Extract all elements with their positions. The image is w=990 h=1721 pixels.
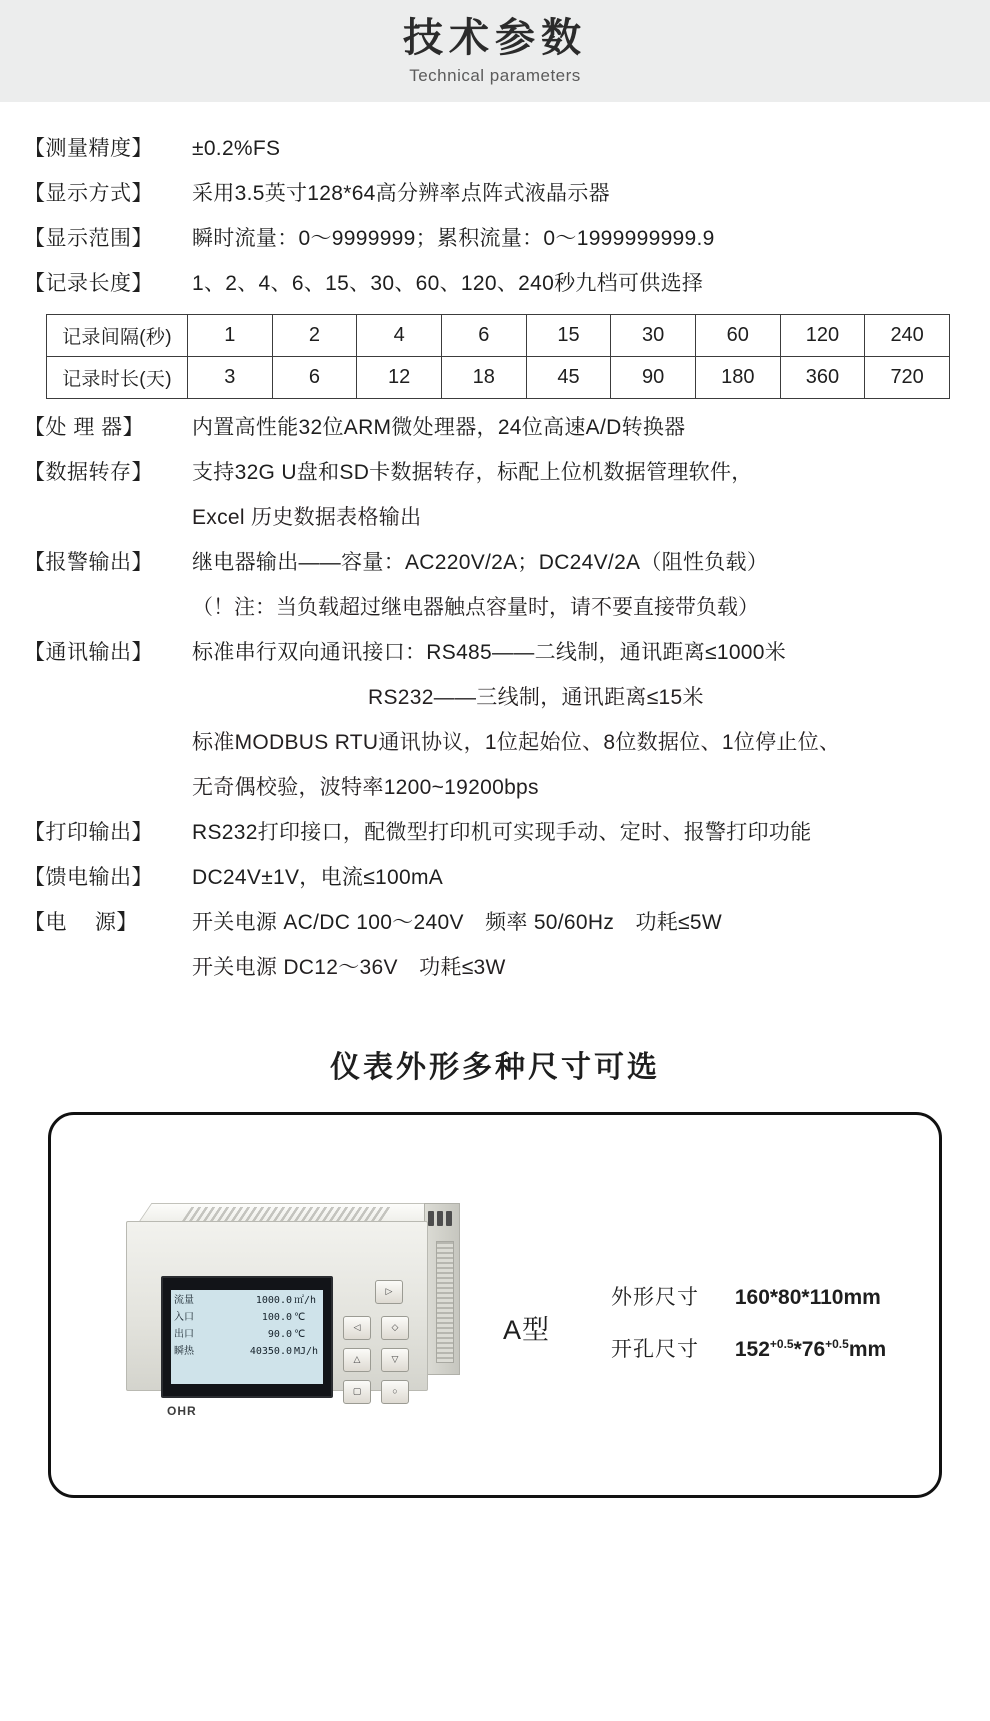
record-interval-cell: 2 [272,315,357,357]
spec-value-cont: Excel 历史数据表格输出 [192,506,422,529]
device-front-panel [126,1221,428,1418]
dimension-outer [611,1275,886,1321]
lcd-value: 1000.0 [255,1295,292,1306]
record-interval-cell: 30 [611,315,696,357]
spec-row-comm-cont2 [24,720,966,765]
page-title-cn: 技术参数 [403,16,587,60]
cutout-unit: mm [848,1338,887,1361]
dimension-cutout-label: 开孔尺寸 [611,1338,699,1361]
keypad-key[interactable]: ▷ [375,1280,403,1304]
lcd-row [174,1343,320,1360]
record-duration-cell: 90 [611,357,696,399]
record-duration-cell: 3 [188,357,273,399]
spacer [24,945,172,990]
cutout-height: *76 [793,1338,826,1361]
spec-row-display-range [24,216,966,261]
lcd-value: 40350.0 [249,1346,292,1357]
spec-label: 【记录长度】 [24,272,153,295]
device-slot [428,1211,434,1226]
record-duration-cell: 12 [357,357,442,399]
lcd-unit: ℃ [294,1329,306,1340]
spec-value: 1、2、4、6、15、30、60、120、240秒九档可供选择 [192,272,704,295]
spec-label: 【显示方式】 [24,182,153,205]
keypad-key[interactable]: ▽ [381,1348,409,1372]
record-duration-header: 记录时长(天) [47,357,188,399]
spec-value-cont: 无奇偶校验，波特率1200~19200bps [192,776,539,799]
spec-label: 【打印输出】 [24,821,153,844]
spec-value-cont: RS232——三线制，通讯距离≤15米 [368,686,704,709]
record-interval-cell: 240 [865,315,950,357]
spec-value-cont: 开关电源 DC12～36V 功耗≤3W [192,956,506,979]
lcd-value: 90.0 [267,1329,292,1340]
device-photo-card [48,1112,942,1498]
device-card-slots [428,1211,454,1229]
spec-row-feed-output [24,855,966,900]
spec-label: 【测量精度】 [24,137,153,160]
alarm-note: （！注：当负载超过继电器触点容量时，请不要直接带负载） [192,596,759,619]
lcd-key: 出口 [174,1329,194,1340]
device-keypad [341,1280,435,1420]
dimension-outer-label: 外形尺寸 [611,1286,699,1309]
dimension-block [611,1275,886,1373]
spacer [24,765,172,810]
record-table-wrapper [46,314,950,399]
spec-label: 【报警输出】 [24,551,153,574]
record-interval-cell: 4 [357,315,442,357]
record-duration-cell: 180 [695,357,780,399]
record-interval-cell: 15 [526,315,611,357]
record-duration-cell: 360 [780,357,865,399]
page-title-en: Technical parameters [409,66,581,85]
model-label: A型 [503,1315,551,1345]
spec-value: 开关电源 AC/DC 100～240V 频率 50/60Hz 功耗≤5W [192,911,722,934]
spec-row-power [24,900,966,945]
spacer [24,720,172,765]
lcd-key: 流量 [174,1295,194,1306]
spec-value: 继电器输出——容量：AC220V/2A；DC24V/2A（阻性负载） [192,551,769,574]
spec-row-alarm-output [24,540,966,585]
record-interval-header: 记录间隔(秒) [47,315,188,357]
record-interval-cell: 120 [780,315,865,357]
lcd-key: 瞬热 [174,1346,194,1357]
spacer [24,675,172,720]
record-table [46,314,950,399]
spec-label: 【通讯输出】 [24,641,153,664]
cutout-width-tolerance: +0.5 [769,1337,794,1351]
spec-value-cont: 标准MODBUS RTU通讯协议，1位起始位、8位数据位、1位停止位、 [192,731,841,754]
spec-row-comm-cont1 [24,675,966,720]
lcd-key: 入口 [174,1312,194,1323]
spec-row-display-mode [24,171,966,216]
spec-label: 【显示范围】 [24,227,153,250]
device-vent-grille [436,1241,454,1363]
record-duration-cell: 720 [865,357,950,399]
brand-logo: OHR [167,1404,197,1418]
spec-label: 【数据转存】 [24,461,153,484]
sizes-section-title: 仪表外形多种尺寸可选 [330,1051,660,1084]
spec-row-data-transfer-cont [24,495,966,540]
spec-value: 瞬时流量：0～9999999；累积流量：0～1999999999.9 [192,227,715,250]
dimension-outer-value: 160*80*110mm [734,1286,881,1309]
device-slot [437,1211,443,1226]
spec-row-data-transfer [24,450,966,495]
device-slot [446,1211,452,1226]
keypad-key[interactable]: △ [343,1348,371,1372]
spec-value: 内置高性能32位ARM微处理器，24位高速A/D转换器 [192,416,686,439]
lcd-unit: MJ/h [294,1346,319,1357]
table-row [47,315,950,357]
lcd-row [174,1309,320,1326]
lcd-row [174,1292,320,1309]
dimension-cutout [611,1321,886,1373]
spec-value: DC24V±1V，电流≤100mA [192,866,444,889]
spec-label: 【处 理 器】 [24,416,145,439]
spec-row-comm-cont3 [24,765,966,810]
spec-value: RS232打印接口，配微型打印机可实现手动、定时、报警打印功能 [192,821,812,844]
device-screen [161,1276,333,1398]
spec-value: 采用3.5英寸128*64高分辨率点阵式液晶示器 [192,182,610,205]
spacer [24,495,172,540]
spec-row-comm-output [24,630,966,675]
spec-value: ±0.2%FS [192,137,281,160]
keypad-key[interactable]: ◁ [343,1316,371,1340]
cutout-width: 152 [734,1338,770,1361]
spec-row-processor [24,405,966,450]
record-interval-cell: 1 [188,315,273,357]
spec-row-record-length [24,261,966,306]
page-header [0,0,990,102]
record-duration-cell: 18 [441,357,526,399]
lcd-unit: ㎡/h [294,1295,317,1306]
lcd-unit: ℃ [294,1312,306,1323]
spec-list [0,102,990,990]
keypad-key[interactable]: ○ [381,1380,409,1404]
spec-row-power-cont [24,945,966,990]
record-interval-cell: 6 [441,315,526,357]
lcd-value: 100.0 [261,1312,292,1323]
dimension-cutout-value [735,1338,886,1361]
lcd-row [174,1326,320,1343]
record-duration-cell: 45 [526,357,611,399]
device-illustration [106,1183,496,1433]
record-interval-cell: 60 [695,315,780,357]
spec-row-accuracy [24,126,966,171]
lcd-readout [171,1290,323,1384]
spec-value: 支持32G U盘和SD卡数据转存，标配上位机数据管理软件， [192,461,753,484]
spec-row-print-output [24,810,966,855]
record-duration-cell: 6 [272,357,357,399]
keypad-key[interactable]: ▢ [343,1380,371,1404]
keypad-key[interactable]: ◇ [381,1316,409,1340]
table-row [47,357,950,399]
spec-label: 【馈电输出】 [24,866,153,889]
cutout-height-tolerance: +0.5 [825,1337,849,1351]
spec-label: 【电 源】 [24,911,138,934]
spec-value: 标准串行双向通讯接口：RS485——二线制，通讯距离≤1000米 [192,641,787,664]
